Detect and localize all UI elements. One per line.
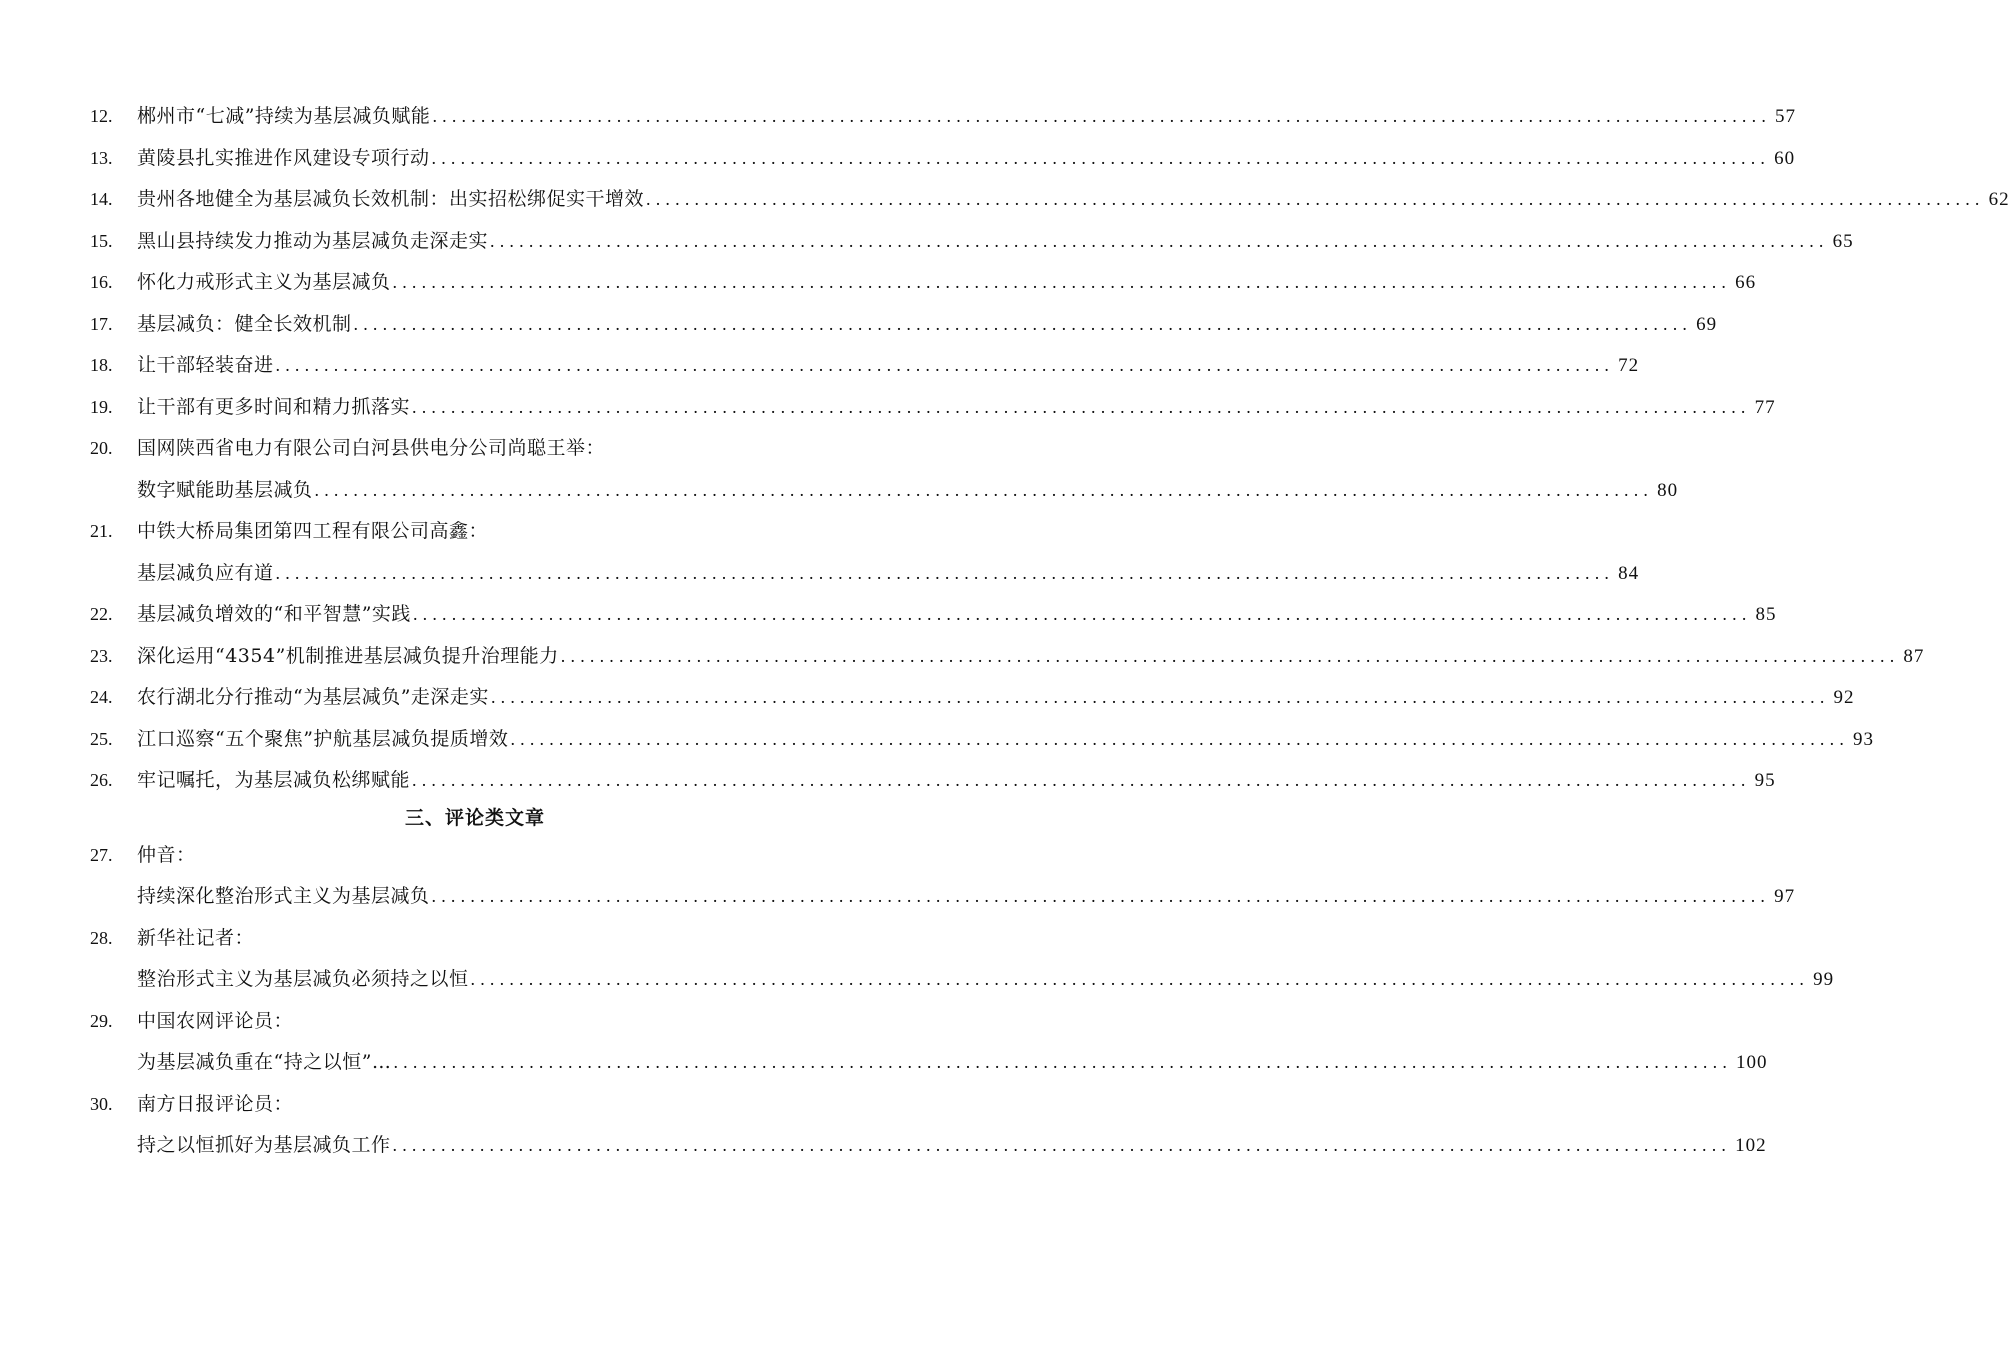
toc-entry-author-line[interactable] (0, 428, 950, 470)
page-number: 57 (1775, 106, 1797, 127)
entry-title: 江口巡察“五个聚焦”护航基层减负提质增效 (137, 727, 509, 750)
page-number: 69 (1696, 313, 1718, 335)
dot-leader: .......................................................................................................................................... (275, 562, 1615, 583)
page-number: 99 (1813, 969, 1835, 990)
entry-number: 27. (90, 844, 113, 865)
page-number: 80 (1657, 479, 1679, 501)
entry-title: 郴州市“七减”持续为基层减负赋能 (137, 105, 431, 127)
entry-title: 黑山县持续发力推动为基层减负走深走实 (137, 229, 489, 252)
entry-number: 14. (90, 189, 113, 209)
entry-author: 中铁大桥局集团第四工程有限公司高鑫： (137, 520, 489, 542)
toc-entry[interactable] (0, 138, 1796, 180)
entry-number: 22. (90, 604, 113, 624)
toc-entry-author-line[interactable] (0, 835, 950, 877)
entry-number: 30. (90, 1093, 113, 1114)
page-number: 84 (1618, 562, 1640, 584)
toc-entry[interactable] (0, 179, 2010, 221)
toc-entry-author-line[interactable] (0, 511, 950, 553)
toc-entry[interactable] (0, 760, 1776, 802)
dot-leader: .......................................................................................................................................... (275, 355, 1615, 375)
table-of-contents (0, 96, 2010, 1167)
entry-title: 农行湖北分行推动“为基层减负”走深走实 (137, 686, 489, 708)
entry-title: 持续深化整治形式主义为基层减负 (137, 885, 430, 907)
toc-entry[interactable] (0, 1125, 1767, 1167)
toc-entry[interactable] (0, 594, 1777, 636)
entry-title: 为基层减负重在“持之以恒”… (137, 1051, 392, 1073)
toc-entry[interactable] (0, 262, 1757, 304)
toc-entry[interactable] (0, 221, 1854, 263)
dot-leader: .......................................................................................................................................... (412, 396, 1751, 417)
entry-number: 17. (90, 313, 113, 334)
toc-entry[interactable] (0, 677, 1855, 719)
dot-leader: .......................................................................................................................................... (470, 969, 1810, 989)
entry-title: 整治形式主义为基层减负必须持之以恒 (137, 968, 469, 990)
page-number: 100 (1736, 1052, 1768, 1073)
entry-title: 数字赋能助基层减负 (137, 478, 313, 501)
entry-number: 28. (90, 927, 113, 948)
toc-entry[interactable] (0, 304, 1718, 346)
page-number: 66 (1735, 272, 1757, 293)
entry-number: 18. (90, 355, 113, 375)
entry-number: 16. (90, 272, 113, 292)
toc-entry-author-line[interactable] (0, 918, 950, 960)
entry-title: 怀化力戒形式主义为基层减负 (137, 271, 391, 293)
toc-entry[interactable] (0, 345, 1640, 387)
dot-leader: .......................................................................................................................................... (392, 1135, 1732, 1155)
page-number: 87 (1903, 645, 1925, 667)
dot-leader: .......................................................................................................................................... (412, 604, 1752, 624)
entry-number: 13. (90, 147, 113, 168)
page-number: 72 (1618, 355, 1640, 376)
page-number: 62 (1988, 189, 2010, 210)
toc-entry[interactable] (0, 876, 1796, 918)
dot-leader: .......................................................................................................................................... (431, 886, 1771, 906)
dot-leader: .......................................................................................................................................... (432, 106, 1772, 126)
entry-title: 黄陵县扎实推进作风建设专项行动 (137, 146, 430, 169)
entry-number: 19. (90, 396, 113, 417)
toc-entry[interactable] (0, 719, 1875, 761)
entry-number: 25. (90, 728, 113, 749)
toc-entry[interactable] (0, 553, 1640, 595)
entry-author: 仲音： (137, 843, 196, 866)
entry-number: 23. (90, 645, 113, 666)
page-number: 60 (1774, 147, 1796, 169)
dot-leader: .......................................................................................................................................... (431, 147, 1771, 168)
toc-entry[interactable] (0, 96, 1797, 138)
dot-leader: .......................................................................................................................................... (353, 313, 1693, 334)
entry-author: 国网陕西省电力有限公司白河县供电分公司尚聪王举： (137, 437, 606, 459)
page-number: 85 (1755, 604, 1777, 625)
toc-entry[interactable] (0, 470, 1679, 512)
section-heading: 三、评论类文章 (404, 806, 545, 829)
toc-entry[interactable] (0, 959, 1835, 1001)
page-number: 95 (1754, 770, 1776, 791)
page-number: 93 (1853, 728, 1875, 750)
toc-entry[interactable] (0, 387, 1776, 429)
toc-entry-author-line[interactable] (0, 1084, 950, 1126)
entry-title: 基层减负增效的“和平智慧”实践 (137, 603, 411, 625)
entry-title: 贵州各地健全为基层减负长效机制：出实招松绑促实干增效 (137, 188, 645, 210)
page-number: 65 (1832, 230, 1854, 252)
toc-entry-author-line[interactable] (0, 1001, 950, 1043)
entry-title: 牢记嘱托，为基层减负松绑赋能 (137, 769, 411, 791)
entry-author: 新华社记者： (137, 926, 255, 949)
dot-leader: .......................................................................................................................................... (510, 728, 1850, 749)
dot-leader: .......................................................................................................................................... (393, 1052, 1733, 1072)
entry-number: 20. (90, 438, 113, 458)
entry-title: 让干部轻装奋进 (137, 354, 274, 376)
entry-title: 基层减负：健全长效机制 (137, 312, 352, 335)
entry-title: 基层减负应有道 (137, 561, 274, 584)
dot-leader: .......................................................................................................................................... (490, 687, 1830, 707)
entry-title: 持之以恒抓好为基层减负工作 (137, 1134, 391, 1156)
entry-title: 让干部有更多时间和精力抓落实 (137, 395, 411, 418)
page-number: 77 (1754, 396, 1776, 418)
entry-number: 29. (90, 1010, 113, 1031)
page-number: 92 (1833, 687, 1855, 708)
entry-author: 南方日报评论员： (137, 1092, 294, 1115)
entry-title: 深化运用“4354”机制推进基层减负提升治理能力 (137, 644, 559, 667)
toc-entry[interactable] (0, 1042, 1768, 1084)
dot-leader: .......................................................................................................................................... (412, 770, 1751, 790)
toc-entry[interactable] (0, 636, 1925, 678)
entry-number: 24. (90, 687, 113, 707)
dot-leader: .......................................................................................................................................... (314, 479, 1654, 500)
entry-number: 26. (90, 770, 113, 790)
entry-number: 21. (90, 521, 113, 541)
dot-leader: .......................................................................................................................................... (560, 645, 1900, 666)
page-number: 102 (1735, 1135, 1767, 1156)
dot-leader: .......................................................................................................................................... (392, 272, 1732, 292)
entry-number: 15. (90, 230, 113, 251)
dot-leader: .......................................................................................................................................... (646, 189, 1985, 209)
entry-author: 中国农网评论员： (137, 1009, 294, 1032)
entry-number: 12. (90, 106, 113, 126)
page-number: 97 (1774, 886, 1796, 907)
dot-leader: .......................................................................................................................................... (490, 230, 1829, 251)
